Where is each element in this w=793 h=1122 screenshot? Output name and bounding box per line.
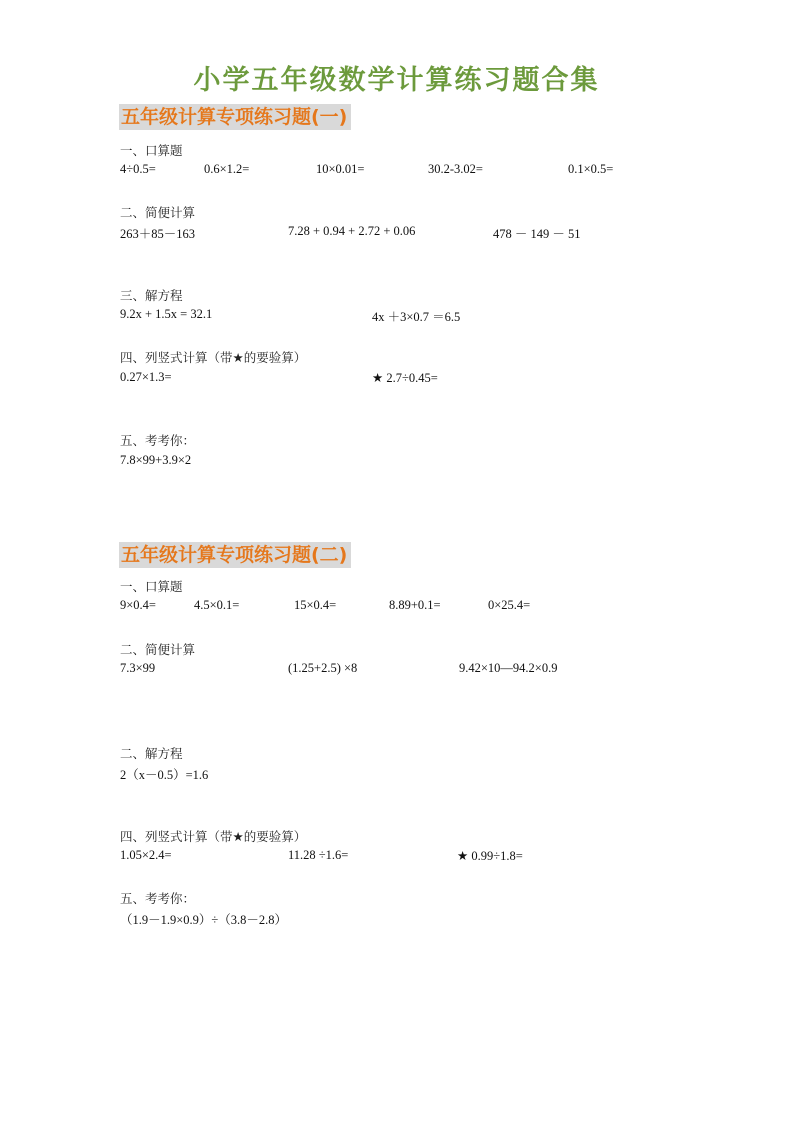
problem: 0.27×1.3= bbox=[120, 370, 172, 384]
part-label-oral: 一、口算题 bbox=[120, 579, 183, 594]
page-title: 小学五年级数学计算练习题合集 bbox=[193, 65, 600, 96]
problem: 7.28 + 0.94 + 2.72 + 0.06 bbox=[288, 224, 416, 238]
problem: ★ 0.99÷1.8= bbox=[457, 849, 523, 863]
problem: 9×0.4= bbox=[120, 598, 156, 612]
problem: ★ 2.7÷0.45= bbox=[372, 371, 438, 385]
problem: 263＋85－163 bbox=[120, 227, 196, 241]
part-label-equation: 二、解方程 bbox=[120, 746, 183, 761]
problem: 0.6×1.2= bbox=[204, 162, 250, 176]
problem: 9.2x + 1.5x = 32.1 bbox=[120, 307, 213, 321]
part-label-vertical: 四、列竖式计算（带★的要验算） bbox=[120, 829, 307, 844]
problem: 4x ＋3×0.7 ＝6.5 bbox=[372, 310, 461, 324]
part-label-simplify: 二、简便计算 bbox=[120, 205, 196, 220]
problem: 0.1×0.5= bbox=[568, 162, 614, 176]
problem: 4.5×0.1= bbox=[194, 598, 240, 612]
problem: 0×25.4= bbox=[488, 598, 531, 612]
part-label-challenge: 五、考考你： bbox=[120, 891, 196, 906]
part-label-simplify: 二、简便计算 bbox=[120, 642, 196, 657]
problem: 7.3×99 bbox=[120, 661, 156, 675]
part-label-oral: 一、口算题 bbox=[120, 143, 183, 158]
problem: 15×0.4= bbox=[294, 598, 337, 612]
problem: 4÷0.5= bbox=[120, 162, 156, 176]
part-label-equation: 三、解方程 bbox=[120, 288, 183, 303]
section-heading-2: 五年级计算专项练习题(二) bbox=[119, 542, 351, 568]
problem: 1.05×2.4= bbox=[120, 848, 172, 862]
part-label-challenge: 五、考考你： bbox=[120, 433, 196, 448]
problem: 9.42×10—94.2×0.9 bbox=[459, 661, 558, 675]
problem: 11.28 ÷1.6= bbox=[288, 848, 349, 862]
problem: (1.25+2.5) ×8 bbox=[288, 661, 358, 675]
problem: 7.8×99+3.9×2 bbox=[120, 453, 192, 467]
problem: 478 － 149 － 51 bbox=[493, 227, 581, 241]
part-label-vertical: 四、列竖式计算（带★的要验算） bbox=[120, 350, 307, 365]
problem: 2（x－0.5）=1.6 bbox=[120, 768, 209, 782]
problem: 10×0.01= bbox=[316, 162, 365, 176]
problem: 8.89+0.1= bbox=[389, 598, 441, 612]
problem: （1.9－1.9×0.9）÷（3.8－2.8） bbox=[120, 913, 288, 927]
section-heading-1: 五年级计算专项练习题(一) bbox=[119, 104, 351, 130]
problem: 30.2-3.02= bbox=[428, 162, 483, 176]
